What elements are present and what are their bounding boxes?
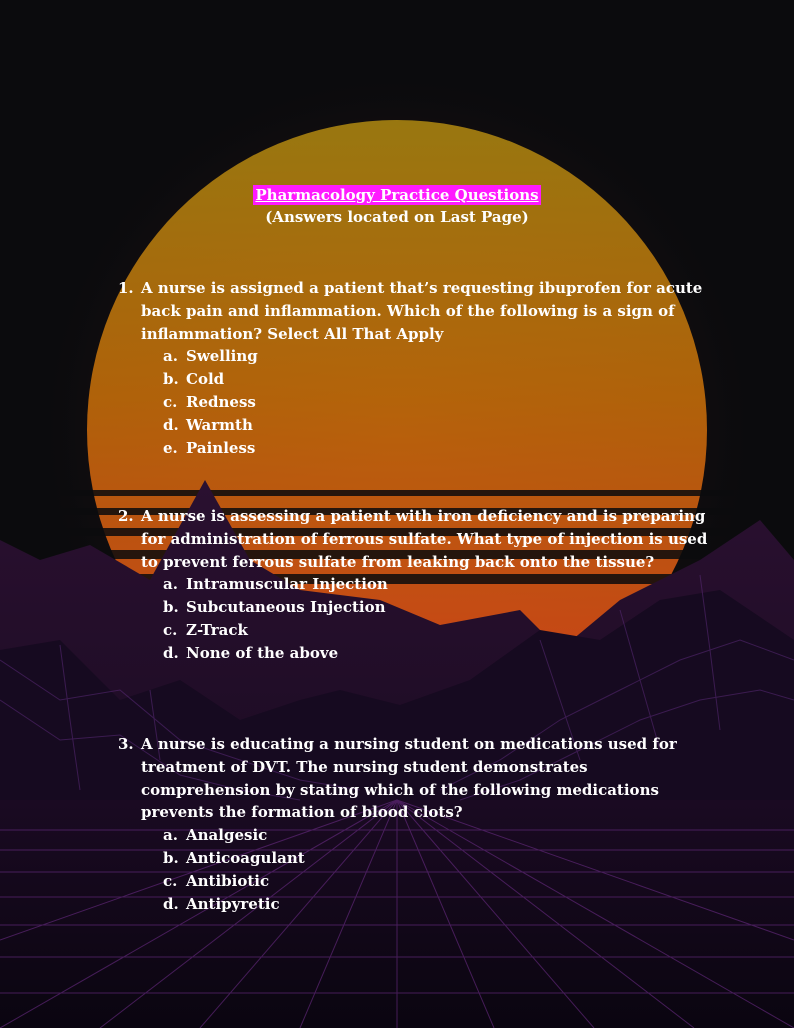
option-c: [163, 391, 718, 414]
option-text: Analgesic: [186, 826, 268, 845]
option-text: Redness: [186, 392, 256, 411]
question-number: 3.: [118, 735, 134, 753]
option-letter: a.: [163, 575, 178, 594]
option-d: [163, 642, 718, 665]
option-letter: d.: [163, 415, 179, 434]
option-letter: c.: [163, 620, 178, 639]
option-letter: c.: [163, 392, 178, 411]
option-letter: c.: [163, 871, 178, 890]
question-text: A nurse is assessing a patient with iron deficiency and is preparing for administration of ferrous sulfate. What type of injection is used to prevent ferrous sulfate from leaking back onto the tissue?: [141, 507, 708, 571]
option-letter: d.: [163, 643, 179, 662]
question-number: 1.: [118, 279, 134, 297]
question-3: [118, 733, 718, 915]
option-a: [163, 824, 718, 847]
option-list: [118, 345, 718, 459]
option-b: [163, 368, 718, 391]
option-text: Subcutaneous Injection: [186, 598, 386, 617]
option-text: Warmth: [186, 415, 253, 434]
option-text: Anticoagulant: [186, 848, 305, 867]
option-text: None of the above: [186, 643, 339, 662]
option-d: [163, 893, 718, 916]
option-b: [163, 847, 718, 870]
question-2: [118, 505, 718, 665]
option-text: Painless: [186, 438, 256, 457]
option-letter: b.: [163, 598, 179, 617]
option-letter: d.: [163, 894, 179, 913]
question-number: 2.: [118, 507, 134, 525]
option-text: Intramuscular Injection: [186, 575, 388, 594]
option-a: [163, 345, 718, 368]
option-text: Antibiotic: [186, 871, 270, 890]
option-text: Antipyretic: [186, 894, 280, 913]
page-title: Pharmacology Practice Questions: [255, 186, 539, 204]
question-1: [118, 277, 718, 459]
option-text: Cold: [186, 370, 225, 389]
option-letter: a.: [163, 826, 178, 845]
option-c: [163, 619, 718, 642]
header: [0, 185, 794, 228]
option-text: Swelling: [186, 347, 258, 366]
option-e: [163, 437, 718, 460]
question-text: A nurse is assigned a patient that’s requesting ibuprofen for acute back pain and inflammation. Which of the following is a sign of inflammation? Select All That Apply: [141, 279, 703, 343]
option-c: [163, 870, 718, 893]
option-d: [163, 414, 718, 437]
question-text: A nurse is educating a nursing student on medications used for treatment of DVT. The nursing student demonstrates comprehension by stating which of the following medications prevents the formation of blood clots?: [141, 735, 677, 822]
option-list: [118, 573, 718, 664]
option-letter: b.: [163, 370, 179, 389]
option-text: Z-Track: [186, 620, 248, 639]
option-letter: a.: [163, 347, 178, 366]
page-subtitle: (Answers located on Last Page): [265, 208, 529, 226]
option-a: [163, 573, 718, 596]
option-letter: b.: [163, 848, 179, 867]
option-letter: e.: [163, 438, 178, 457]
option-b: [163, 596, 718, 619]
option-list: [118, 824, 718, 915]
